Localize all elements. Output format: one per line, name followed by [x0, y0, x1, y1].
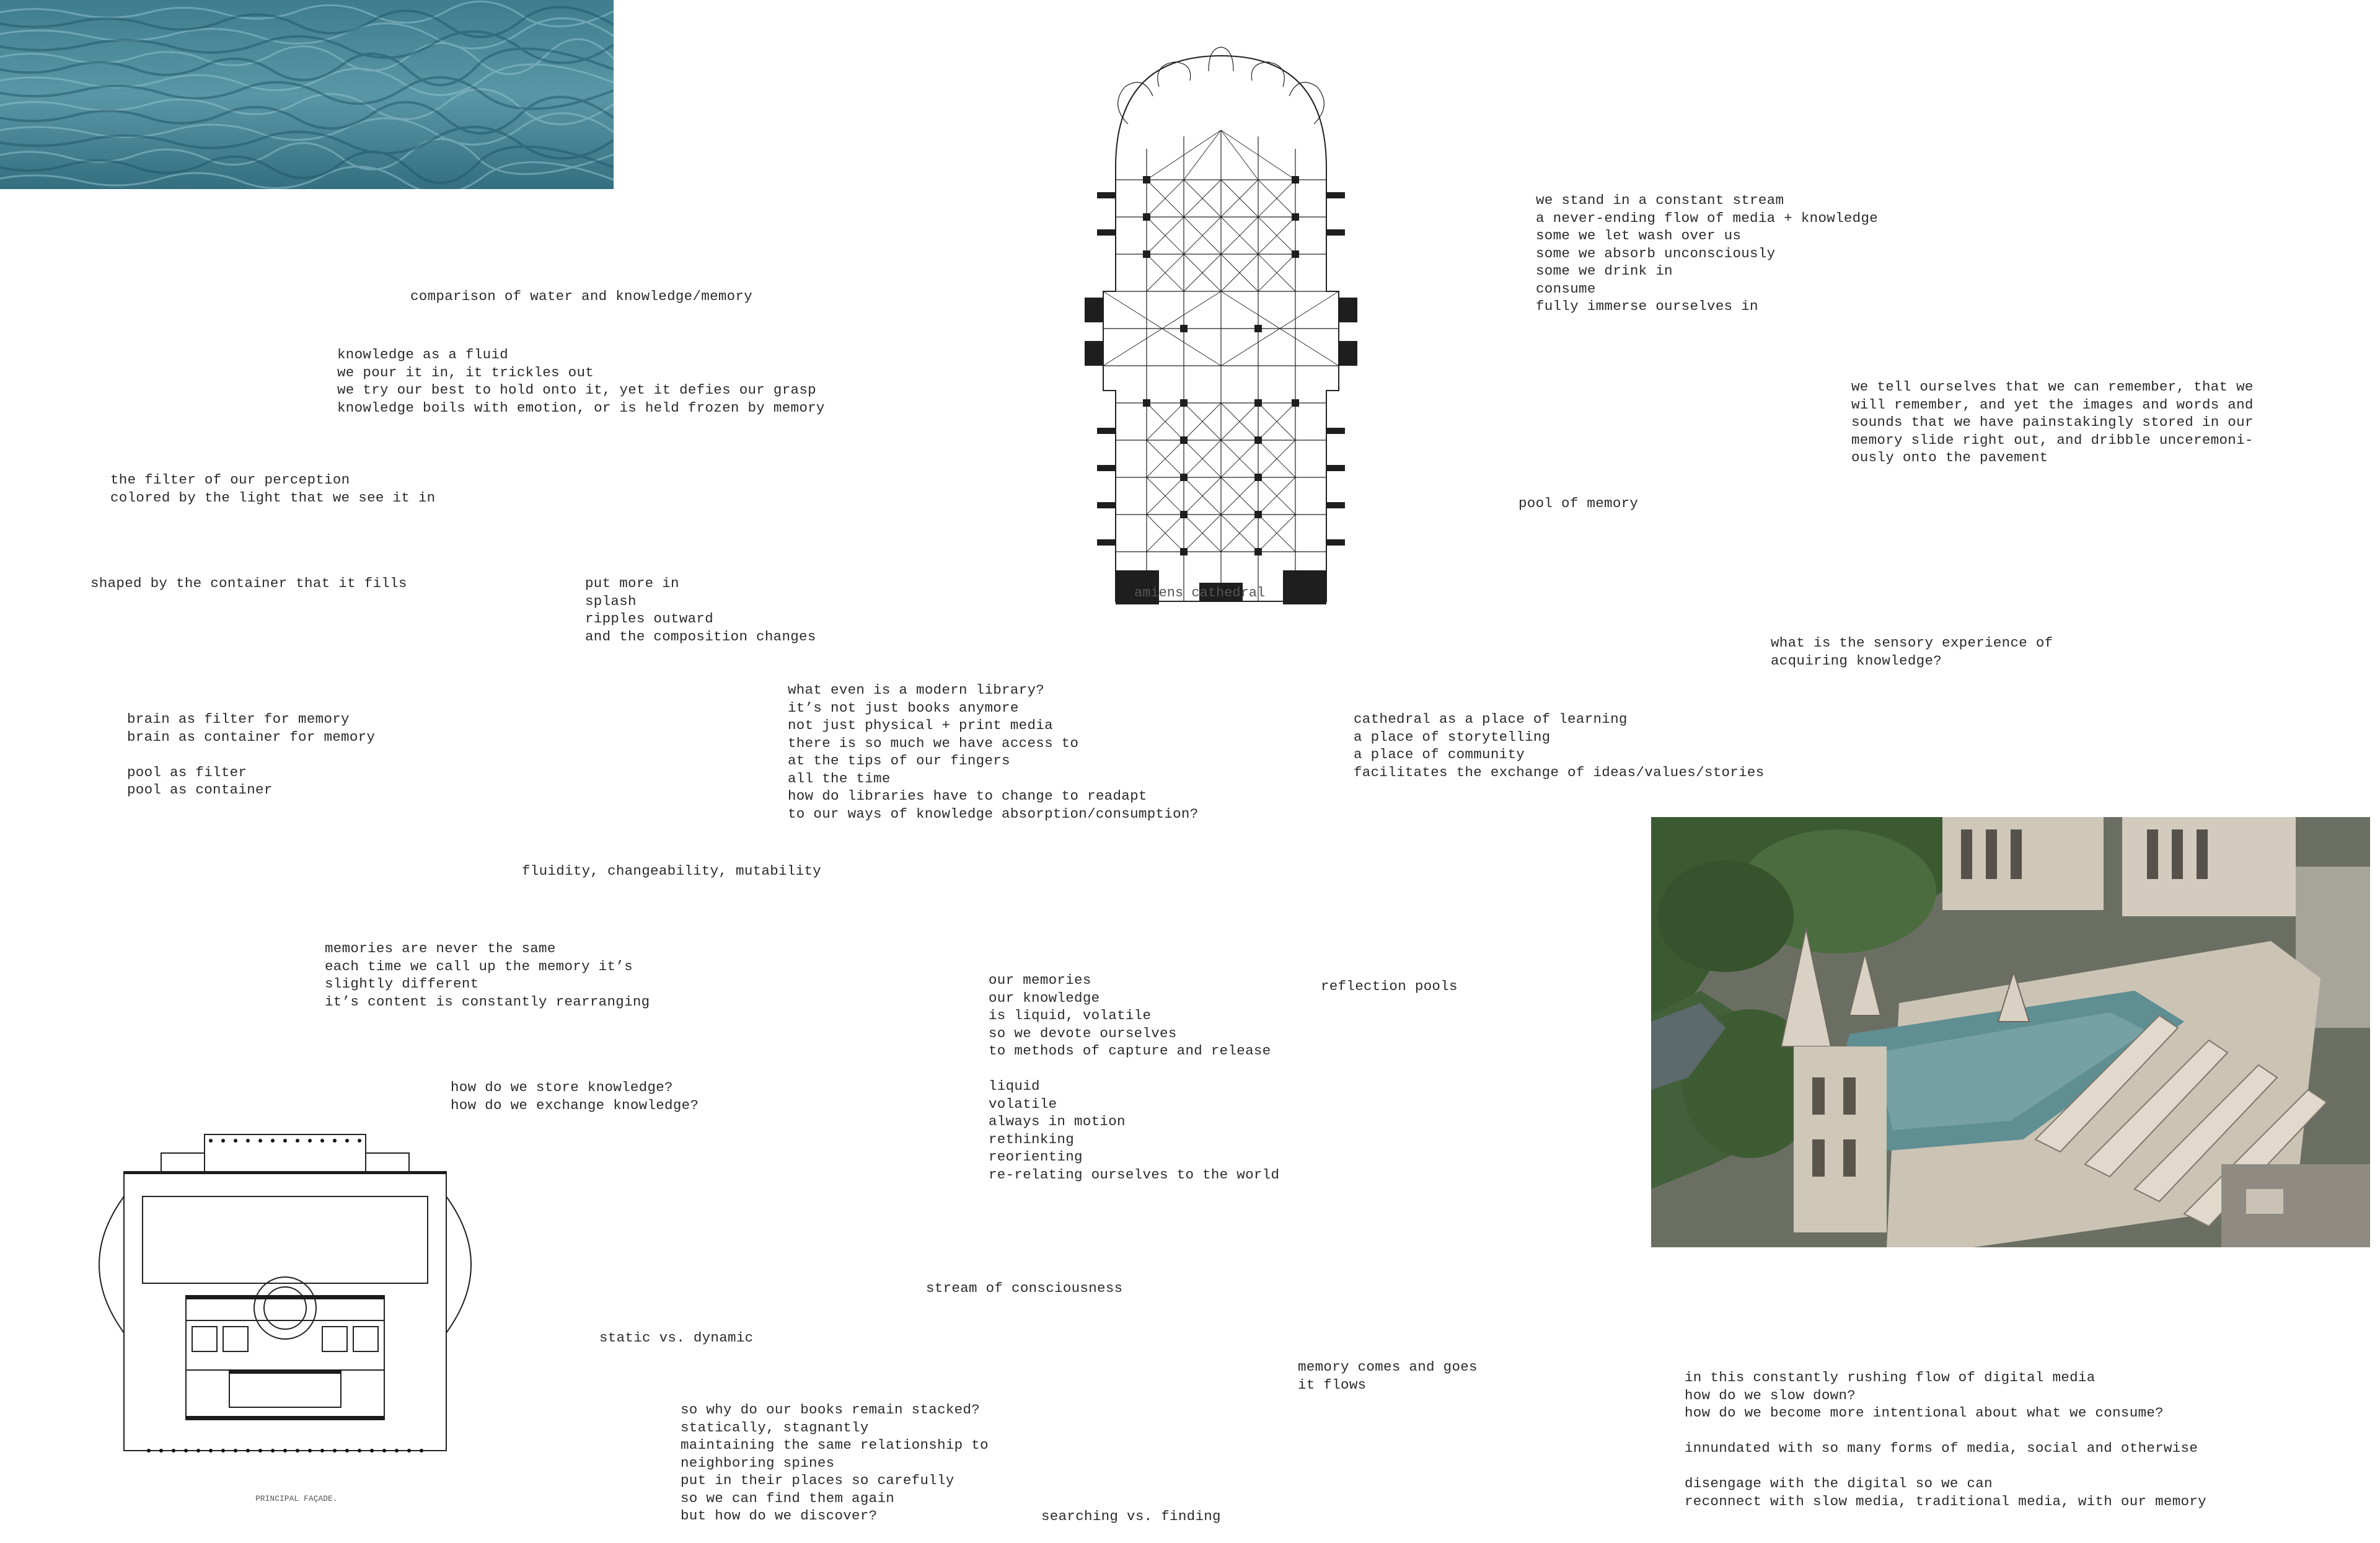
note-digital-media: in this constantly rushing flow of digital media how do we slow down? how do we become more intentional about what we consume? innundated with so many forms of media, social and otherwise disengage with the digital so we can reconnect with slow media, traditional media, with our memory: [1685, 1369, 2206, 1510]
note-constant-stream: we stand in a constant stream a never-ending flow of media + knowledge some we let wash over us some we absorb unconsciously some we drink in consume fully immerse ourselves in: [1536, 192, 1879, 314]
note-container: shaped by the container that it fills: [90, 575, 407, 591]
note-memories: memories are never the same each time we call up the memory it’s slightly different it’s content is constantly rearranging: [325, 940, 650, 1010]
note-liquid: our memories our knowledge is liquid, volatile so we devote ourselves to methods of capture and release liquid volatile always in motion rethinking reorienting re-relating ourselves to the world: [989, 972, 1280, 1183]
note-filter-perception: the filter of our perception colored by the light that we see it in: [110, 472, 436, 506]
note-memory-flows: memory comes and goes it flows: [1298, 1359, 1478, 1393]
bath-caption: PRINCIPAL FAÇADE.: [255, 1494, 338, 1503]
note-static-dynamic: static vs. dynamic: [599, 1330, 754, 1346]
note-sensory-experience: what is the sensory experience of acquiring knowledge?: [1771, 635, 2053, 669]
note-books-stacked: so why do our books remain stacked? statically, stagnantly maintaining the same relationship to neighboring spines put in their places so carefully so we can find them again but how do we discover?: [681, 1402, 989, 1524]
note-reflection-pools: reflection pools: [1321, 978, 1458, 994]
note-store-knowledge: how do we store knowledge? how do we exchange knowledge?: [451, 1079, 699, 1113]
note-modern-library: what even is a modern library? it’s not just books anymore not just physical + print media there is so much we have access to at the tips of our fingers all the time how do libraries have to change to readapt to our ways of knowledge absorption/consumption?: [788, 682, 1199, 822]
note-put-more-in: put more in splash ripples outward and the composition changes: [585, 575, 816, 645]
note-fluidity: fluidity, changeability, mutability: [522, 863, 822, 879]
note-pool-of-memory: pool of memory: [1518, 495, 1639, 511]
note-we-tell-ourselves: we tell ourselves that we can remember, that we will remember, and yet the images and words and sounds that we have painstakingly stored in our memory slide right out, and dribble unceremoni- ously onto the pavement: [1851, 379, 2254, 466]
note-brain: brain as filter for memory brain as container for memory pool as filter pool as container: [127, 711, 376, 798]
cathedral-caption: amiens cathedral: [1134, 585, 1266, 601]
note-comparison: comparison of water and knowledge/memory: [410, 288, 753, 304]
note-searching-finding: searching vs. finding: [1041, 1508, 1221, 1524]
note-knowledge-fluid: knowledge as a fluid we pour it in, it trickles out we try our best to hold onto it, yet it defies our grasp knowledge boils with emotion, or is held frozen by memory: [337, 347, 825, 416]
note-stream-consciousness: stream of consciousness: [926, 1280, 1123, 1296]
notre-dame-collage: [1651, 817, 2370, 1247]
note-cathedral-learning: cathedral as a place of learning a place of storytelling a place of community facilitates the exchange of ideas/values/stories: [1354, 711, 1765, 780]
water-photo: [0, 0, 614, 189]
cathedral-floor-plan: [1066, 43, 1376, 626]
roman-bath-floor-plan: [87, 1110, 483, 1494]
